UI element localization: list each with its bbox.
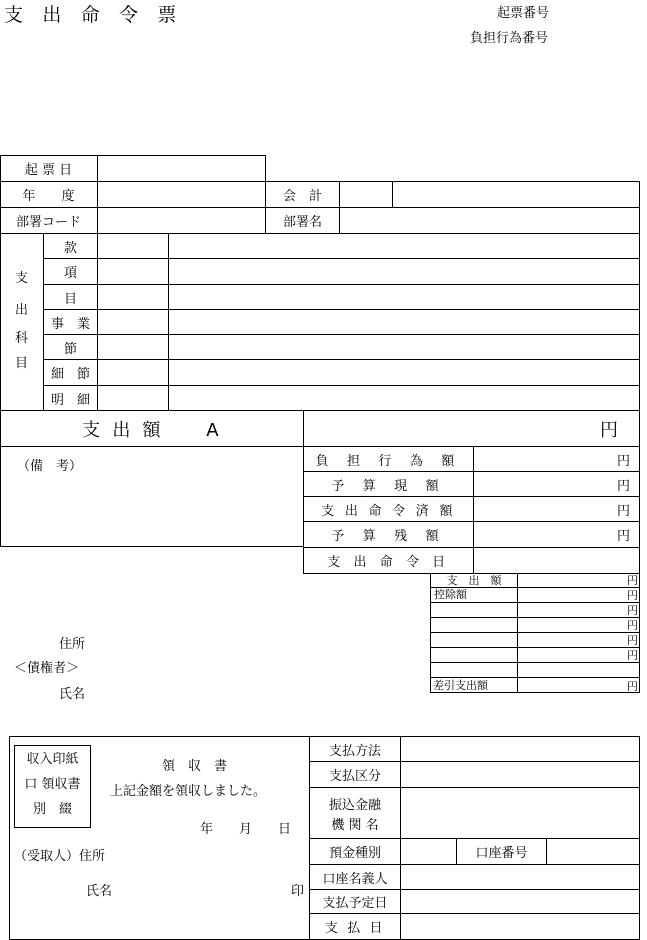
deduction-row5-yen: 円 — [627, 633, 638, 647]
shishutsu-meirei-zumi-yen: 円 — [616, 503, 630, 519]
deduction-shishutsu-label: 支 出 額 — [446, 574, 502, 587]
payment-method-label: 支払方法 — [328, 743, 381, 759]
kihyo-date-value[interactable] — [98, 156, 265, 181]
creditor-name-label: 氏名 — [59, 687, 86, 702]
deduction-row6-yen: 円 — [627, 648, 638, 662]
kaikei-code-value[interactable] — [340, 182, 392, 207]
stamp-line2: 口 領収書 — [24, 776, 81, 792]
kaikei-name-value[interactable] — [393, 182, 639, 207]
receipt-title: 領 収 書 — [162, 759, 228, 774]
bank-name-value[interactable] — [401, 788, 639, 838]
receiver-seal-label: 印 — [291, 884, 305, 899]
scheduled-date-label: 支払予定日 — [322, 896, 388, 911]
futan-koui-gaku-label: 負 担 行 為 額 — [315, 453, 462, 469]
bank-name-line2: 機 関 名 — [331, 817, 379, 833]
account-number-value[interactable] — [547, 839, 639, 864]
yosan-gengaku-label: 予 算 現 額 — [331, 478, 446, 494]
page-title: 支 出 命 令 票 — [4, 4, 184, 26]
deduction-shishutsu-yen: 円 — [627, 574, 638, 587]
shishutsu-meirei-zumi-label: 支 出 命 令 済 額 — [321, 503, 456, 519]
kamoku-row-setsu: 節 — [63, 341, 77, 357]
payment-category-value[interactable] — [401, 762, 639, 787]
kihyo-date-label: 起 票 日 — [24, 163, 73, 178]
shishutsu-meirei-bi-value[interactable] — [474, 548, 639, 573]
busho-code-label: 部署コード — [15, 215, 81, 230]
pay-date-value[interactable] — [401, 914, 639, 939]
kamoku-char-3: 科 — [14, 330, 28, 346]
kamoku-row-kan: 款 — [63, 240, 77, 256]
deduction-sashihiki-yen: 円 — [627, 679, 638, 693]
busho-code-value[interactable] — [98, 208, 265, 233]
payment-method-value[interactable] — [401, 737, 639, 761]
deduction-kojo-label: 控除額 — [434, 588, 467, 601]
account-holder-value[interactable] — [401, 865, 639, 889]
remarks-label: （備 考） — [17, 459, 83, 474]
yosan-gengaku-yen: 円 — [616, 478, 630, 494]
creditor-address-label: 住所 — [59, 637, 86, 652]
kamoku-row-jigyo: 事 業 — [50, 316, 90, 332]
bank-name-line1: 振込金融 — [328, 797, 381, 813]
deduction-kojo-yen: 円 — [627, 588, 638, 602]
receiver-address-label: （受取人）住所 — [14, 849, 106, 864]
kamoku-row-saisetsu: 細 節 — [50, 367, 90, 382]
kamoku-char-2: 出 — [14, 302, 28, 318]
amount-a-yen: 円 — [600, 419, 618, 441]
busho-name-value[interactable] — [340, 208, 639, 233]
doc-number-label: 起票番号 — [497, 6, 550, 21]
nendo-label: 年 度 — [22, 189, 75, 204]
stamp-title: 収入印紙 — [26, 751, 79, 767]
burden-number-label: 負担行為番号 — [470, 31, 549, 46]
kamoku-row-moku: 目 — [63, 291, 77, 307]
scheduled-date-value[interactable] — [401, 890, 639, 913]
yosan-zangaku-label: 予 算 残 額 — [331, 529, 446, 544]
account-holder-label: 口座名義人 — [322, 871, 388, 887]
kamoku-side-label — [0, 234, 43, 410]
deduction-row3-yen: 円 — [627, 603, 638, 617]
kamoku-char-1: 支 — [14, 270, 28, 286]
receipt-date: 年 月 日 — [200, 822, 292, 837]
deposit-type-value[interactable] — [401, 839, 456, 864]
futan-koui-gaku-yen: 円 — [616, 453, 630, 469]
nendo-value[interactable] — [98, 182, 265, 207]
kamoku-row-kou: 項 — [63, 266, 77, 281]
payment-category-label: 支払区分 — [328, 769, 381, 784]
busho-name-label: 部署名 — [282, 215, 322, 230]
deduction-sashihiki-label: 差引支出額 — [433, 679, 488, 692]
deposit-type-label: 預金種別 — [328, 846, 381, 861]
yosan-zangaku-yen: 円 — [616, 529, 630, 544]
receipt-body: 上記金額を領収しました。 — [110, 784, 267, 799]
stamp-line3: 別 綴 — [32, 801, 72, 817]
account-number-label: 口座番号 — [475, 846, 528, 861]
creditor-bracket-label: ＜債権者＞ — [14, 661, 80, 676]
kaikei-label: 会 計 — [282, 189, 322, 204]
receiver-name-label: 氏名 — [86, 884, 113, 899]
amount-a-label: 支 出 額 A — [82, 419, 222, 441]
kamoku-row-meisai: 明 細 — [50, 392, 90, 408]
deduction-row4-yen: 円 — [627, 618, 638, 632]
kamoku-char-4: 目 — [14, 355, 28, 371]
shishutsu-meirei-bi-label: 支 出 命 令 日 — [327, 555, 450, 570]
pay-date-label: 支 払 日 — [324, 921, 386, 936]
bank-name-label — [310, 788, 400, 838]
